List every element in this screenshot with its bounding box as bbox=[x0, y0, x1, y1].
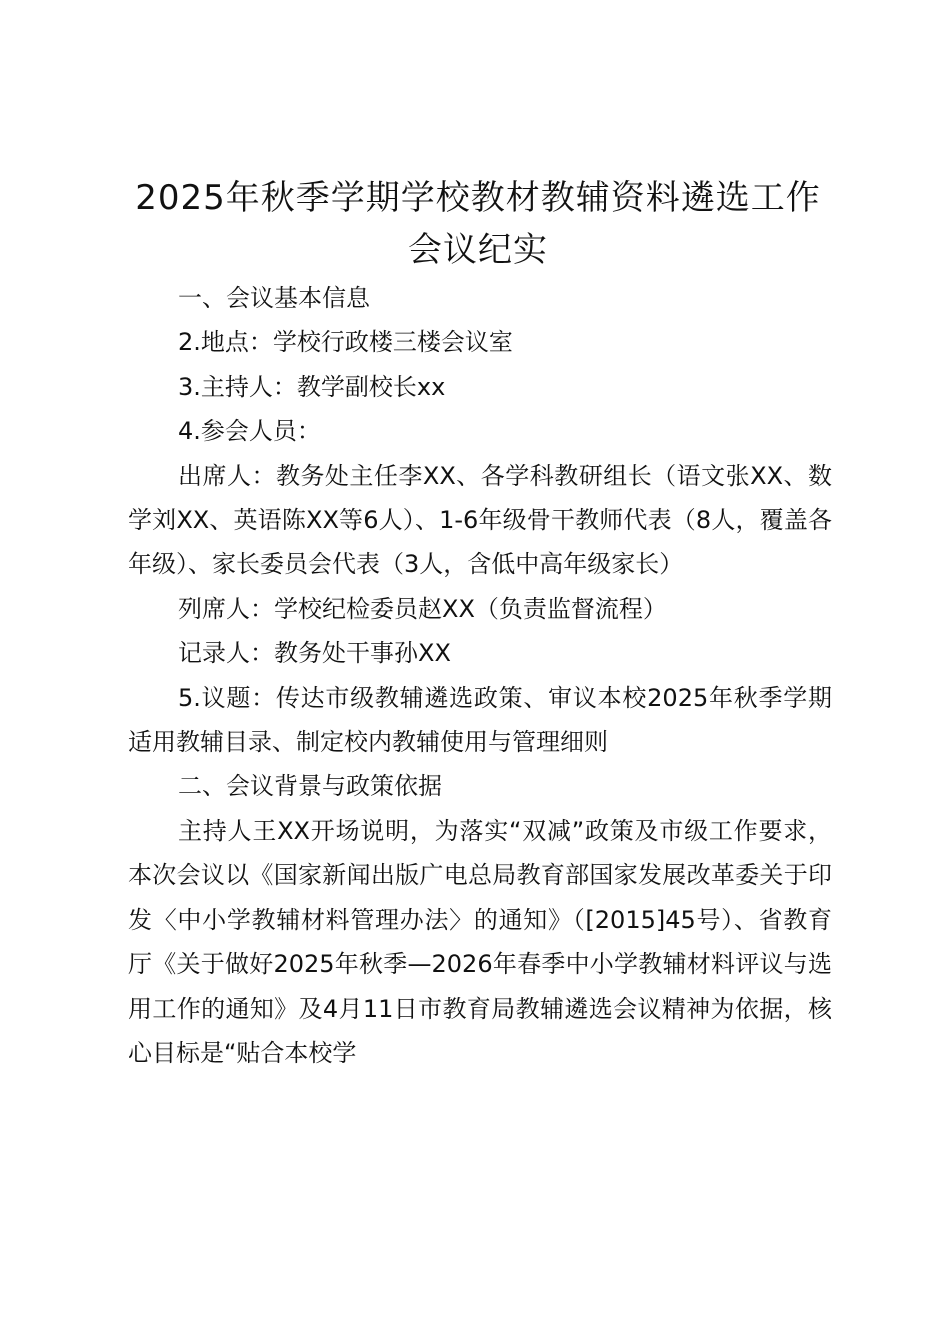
paragraph-attendees: 出席人：教务处主任李XX、各学科教研组长（语文张XX、数学刘XX、英语陈XX等6人）、1-6年级骨干教师代表（8人，覆盖各年级）、家长委员会代表（3人，含低中高年级家长） bbox=[128, 461, 832, 579]
paragraph-observers: 列席人：学校纪检委员赵XX（负责监督流程） bbox=[178, 594, 667, 623]
paragraph-host: 3.主持人：教学副校长xx bbox=[178, 372, 446, 401]
paragraph-agenda: 5.议题：传达市级教辅遴选政策、审议本校2025年秋季学期适用教辅目录、制定校内教辅使用与管理细则 bbox=[128, 683, 832, 757]
paragraph-location: 2.地点：学校行政楼三楼会议室 bbox=[178, 328, 513, 357]
document-title: 2025年秋季学期学校教材教辅资料遴选工作会议纪实 bbox=[135, 178, 821, 270]
paragraph-recorder: 记录人：教务处干事孙XX bbox=[178, 639, 451, 668]
section-heading-basic-info: 一、会议基本信息 bbox=[178, 284, 370, 312]
section-heading-background: 二、会议背景与政策依据 bbox=[178, 772, 442, 801]
paragraph-attendees-heading: 4.参会人员： bbox=[178, 417, 321, 446]
document-body bbox=[128, 276, 832, 1075]
paragraph-background: 主持人王XX开场说明，为落实“双减”政策及市级工作要求，本次会议以《国家新闻出版广电总局教育部国家发展改革委关于印发〈中小学教辅材料管理办法〉的通知》（[2015]45号）、省教育厅《关于做好2025年秋季—2026年春季中小学教辅材料评议与选用工作的通知》及4月11日市教育局教辅遴选会议精神为依据，核心目标是“贴合本校学 bbox=[128, 816, 832, 1067]
